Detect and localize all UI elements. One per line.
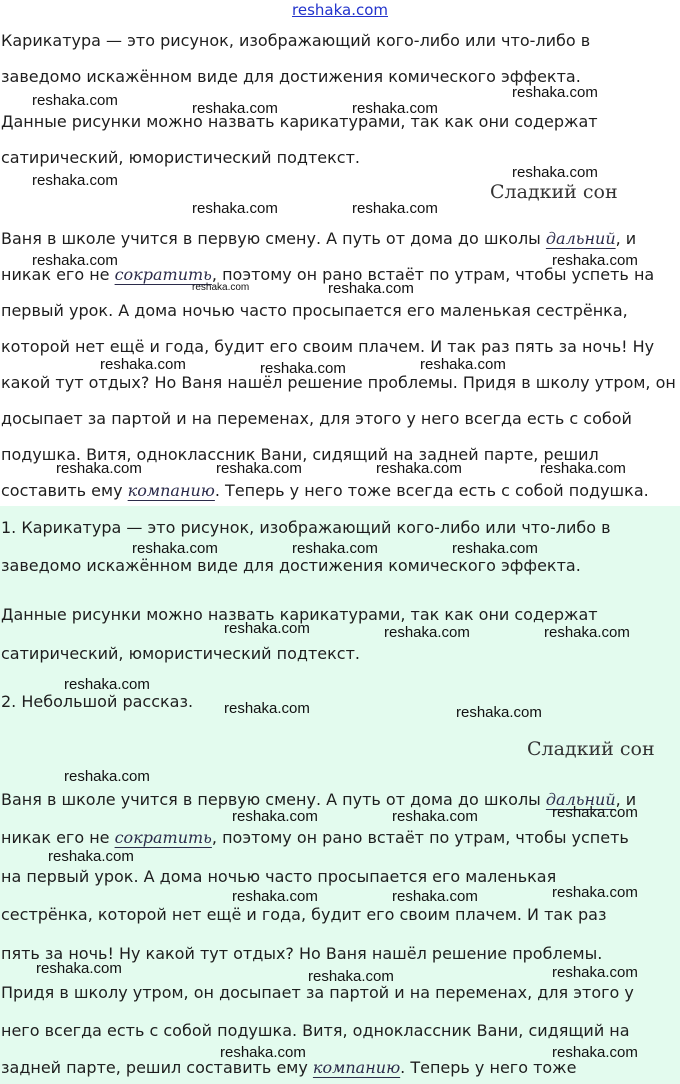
watermark: reshaka.com: [552, 252, 638, 269]
task-line: Данные рисунки можно назвать карикатурами, так как они содержат: [1, 112, 598, 131]
watermark: reshaka.com: [352, 100, 438, 117]
answer-line: пять за ночь! Ну какой тут отдых? Но Ваня нашёл решение проблемы.: [1, 944, 603, 963]
answer-line: 1. Карикатура — это рисунок, изображающий кого-либо или что-либо в: [1, 518, 611, 537]
watermark: reshaka.com: [224, 700, 310, 717]
watermark: reshaka.com: [192, 282, 250, 293]
task-line: первый урок. А дома ночью часто просыпается его маленькая сестрёнка,: [1, 301, 628, 320]
handwritten-word: дальний: [545, 790, 616, 809]
watermark: reshaka.com: [352, 200, 438, 217]
watermark: reshaka.com: [232, 888, 318, 905]
watermark: reshaka.com: [32, 172, 118, 189]
watermark: reshaka.com: [552, 804, 638, 821]
watermark: reshaka.com: [456, 704, 542, 721]
handwritten-word: дальний: [545, 229, 616, 248]
answer-line: задней парте, решил составить ему компанию. Теперь у него тоже: [1, 1058, 577, 1077]
watermark: reshaka.com: [544, 624, 630, 641]
answer-line: заведомо искажённом виде для достижения комического эффекта.: [1, 556, 581, 575]
watermark: reshaka.com: [48, 848, 134, 865]
watermark: reshaka.com: [552, 964, 638, 981]
story-title: Сладкий сон: [527, 738, 655, 760]
answer-line: Придя в школу утром, он досыпает за партой и на переменах, для этого у: [1, 983, 634, 1002]
task-line: составить ему компанию. Теперь у него тоже всегда есть с собой подушка.: [1, 481, 649, 500]
watermark: reshaka.com: [192, 100, 278, 117]
watermark: reshaka.com: [32, 92, 118, 109]
watermark: reshaka.com: [328, 280, 414, 297]
watermark: reshaka.com: [100, 356, 186, 373]
watermark: reshaka.com: [540, 460, 626, 477]
watermark: reshaka.com: [376, 460, 462, 477]
answer-line: никак его не сократить, поэтому он рано встаёт по утрам, чтобы успеть: [1, 828, 629, 847]
watermark: reshaka.com: [56, 460, 142, 477]
handwritten-word: сократить: [114, 265, 212, 284]
task-line: какой тут отдых? Но Ваня нашёл решение проблемы. Придя в школу утром, он: [1, 373, 676, 392]
watermark: reshaka.com: [132, 540, 218, 557]
task-line: подушка. Витя, одноклассник Вани, сидящий на задней парте, решил: [1, 445, 599, 464]
watermark: reshaka.com: [64, 768, 150, 785]
watermark: reshaka.com: [36, 960, 122, 977]
watermark: reshaka.com: [392, 888, 478, 905]
task-line: сатирический, юмористический подтекст.: [1, 148, 360, 167]
site-link[interactable]: reshaka.com: [292, 1, 388, 19]
watermark: reshaka.com: [552, 1044, 638, 1061]
handwritten-word: компанию: [127, 481, 215, 500]
handwritten-word: компанию: [312, 1058, 401, 1077]
watermark: reshaka.com: [384, 624, 470, 641]
watermark: reshaka.com: [512, 164, 598, 181]
watermark: reshaka.com: [192, 200, 278, 217]
handwritten-word: сократить: [114, 828, 212, 847]
watermark: reshaka.com: [64, 676, 150, 693]
watermark: reshaka.com: [232, 808, 318, 825]
answer-line: 2. Небольшой рассказ.: [1, 692, 194, 711]
watermark: reshaka.com: [224, 620, 310, 637]
watermark: reshaka.com: [392, 808, 478, 825]
answer-line: сестрёнка, которой нет ещё и года, будит его своим плачем. И так раз: [1, 905, 607, 924]
watermark: reshaka.com: [260, 360, 346, 377]
answer-line: сатирический, юмористический подтекст.: [1, 644, 360, 663]
watermark: reshaka.com: [552, 884, 638, 901]
task-line: досыпает за партой и на переменах, для этого у него всегда есть с собой: [1, 409, 632, 428]
watermark: reshaka.com: [420, 356, 506, 373]
answer-line: на первый урок. А дома ночью часто просыпается его маленькая: [1, 867, 557, 886]
answer-line: Ваня в школе учится в первую смену. А путь от дома до школы дальний, и: [1, 790, 637, 809]
watermark: reshaka.com: [292, 540, 378, 557]
task-line: Карикатура — это рисунок, изображающий кого-либо или что-либо в: [1, 31, 591, 50]
answer-line: Данные рисунки можно назвать карикатурами, так как они содержат: [1, 605, 598, 624]
watermark: reshaka.com: [512, 84, 598, 101]
watermark: reshaka.com: [216, 460, 302, 477]
task-line: которой нет ещё и года, будит его своим плачем. И так раз пять за ночь! Ну: [1, 337, 655, 356]
answer-line: него всегда есть с собой подушка. Витя, одноклассник Вани, сидящий на: [1, 1021, 630, 1040]
watermark: reshaka.com: [220, 1044, 306, 1061]
story-title: Сладкий сон: [490, 181, 618, 203]
watermark: reshaka.com: [452, 540, 538, 557]
task-line: Ваня в школе учится в первую смену. А путь от дома до школы дальний, и: [1, 229, 637, 248]
task-line: заведомо искажённом виде для достижения комического эффекта.: [1, 67, 581, 86]
task-line: никак его не сократить, поэтому он рано встаёт по утрам, чтобы успеть на: [1, 265, 655, 284]
watermark: reshaka.com: [308, 968, 394, 985]
watermark: reshaka.com: [32, 252, 118, 269]
